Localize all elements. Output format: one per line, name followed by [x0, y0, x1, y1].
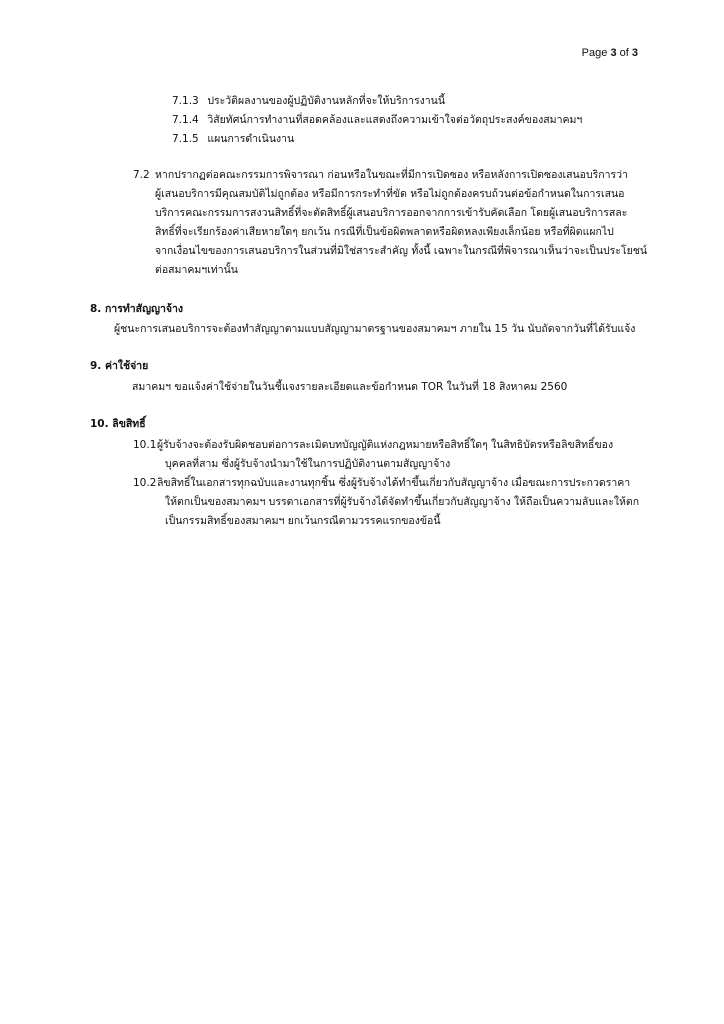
page-total: 3 — [631, 47, 638, 59]
paragraph-line: หากปรากฏต่อคณะกรรมการพิจารณา ก่อนหรือในขณะที่มีการเปิดซอง หรือหลังการเปิดซองเสนอบริการว่า — [155, 169, 628, 181]
section-8-body: ผู้ชนะการเสนอบริการจะต้องทำสัญญาตามแบบสัญญามาตรฐานของสมาคมฯ ภายใน 15 วัน นับถัดจากวันที่ได้รับแจ้ง — [114, 323, 636, 335]
section-9-heading: 9. ค่าใช้จ่าย — [90, 360, 149, 372]
list-item-7-1-4 — [172, 113, 582, 127]
item-number: 10.2 — [133, 477, 157, 489]
paragraph-line: ผู้รับจ้างจะต้องรับผิดชอบต่อการละเมิดบทบัญญัติแห่งกฎหมายหรือสิทธิ์ใดๆ ในสิทธิบัตรหรือลิขสิทธิ์ของ — [157, 439, 614, 451]
item-number: 7.2 — [133, 169, 150, 181]
paragraph-line: ผู้เสนอบริการมีคุณสมบัติไม่ถูกต้อง หรือมีการกระทำที่ขัด หรือไม่ถูกต้องครบถ้วนต่อข้อกำหนดในการเสนอ — [155, 188, 625, 200]
page-number — [582, 47, 638, 59]
list-item-7-1-3 — [172, 94, 445, 108]
paragraph-line: ต่อสมาคมฯเท่านั้น — [155, 264, 238, 276]
section-10-heading: 10. ลิขสิทธิ์ — [90, 418, 146, 430]
paragraph-line: สิทธิ์ที่จะเรียกร้องค่าเสียหายใดๆ ยกเว้น กรณีที่เป็นข้อผิดพลาดหรือผิดหลงเพียงเล็กน้อย หรือที่ผิดแผกไป — [155, 226, 614, 238]
item-text: ประวัติผลงานของผู้ปฏิบัติงานหลักที่จะให้บริการงานนี้ — [207, 95, 446, 107]
item-number: 7.1.3 — [172, 95, 199, 107]
list-item-10-1-number — [133, 438, 156, 452]
item-number: 7.1.5 — [172, 133, 199, 145]
paragraph-line: บุคคลที่สาม ซึ่งผู้รับจ้างนำมาใช้ในการปฏิบัติงานตามสัญญาจ้าง — [165, 458, 451, 470]
paragraph-line: บริการคณะกรรมการสงวนสิทธิ์ที่จะตัดสิทธิ์ผู้เสนอบริการออกจากการเข้ารับคัดเลือก โดยผู้เสนอบริการสละ — [155, 207, 628, 219]
paragraph-line: ให้ตกเป็นของสมาคมฯ บรรดาเอกสารที่ผู้รับจ้างได้จัดทำขึ้นเกี่ยวกับสัญญาจ้าง ให้ถือเป็นความลับและให้ตก — [165, 496, 640, 508]
item-number: 10.1 — [133, 439, 157, 451]
paragraph-line: จากเงื่อนไขของการเสนอบริการในส่วนที่มิใช่สาระสำคัญ ทั้งนี้ เฉพาะในกรณีที่พิจารณาเห็นว่าจะเป็นประโยชน์ — [155, 245, 648, 257]
page-of: of — [619, 47, 629, 59]
list-item-10-2-number — [133, 476, 156, 490]
paragraph-line: เป็นกรรมสิทธิ์ของสมาคมฯ ยกเว้นกรณีตามวรรคแรกของข้อนี้ — [165, 515, 441, 527]
item-text: แผนการดำเนินงาน — [207, 133, 295, 145]
list-item-7-2-number — [133, 168, 150, 182]
paragraph-line: ลิขสิทธิ์ในเอกสารทุกฉบับและงานทุกชิ้น ซึ่งผู้รับจ้างได้ทำขึ้นเกี่ยวกับสัญญาจ้าง เมื่อขณะการประกวดราคา — [157, 477, 631, 489]
section-9-body: สมาคมฯ ขอแจ้งค่าใช้จ่ายในวันชี้แจงรายละเอียดและข้อกำหนด TOR ในวันที่ 18 สิงหาคม 2560 — [132, 381, 568, 393]
page-prefix: Page — [581, 47, 608, 59]
section-8-heading: 8. การทำสัญญาจ้าง — [90, 303, 184, 315]
item-number: 7.1.4 — [172, 114, 199, 126]
item-text: วิสัยทัศน์การทำงานที่สอดคล้องและแสดงถึงความเข้าใจต่อวัตถุประสงค์ของสมาคมฯ — [207, 114, 583, 126]
list-item-7-1-5 — [172, 132, 294, 146]
page-current: 3 — [610, 47, 617, 59]
